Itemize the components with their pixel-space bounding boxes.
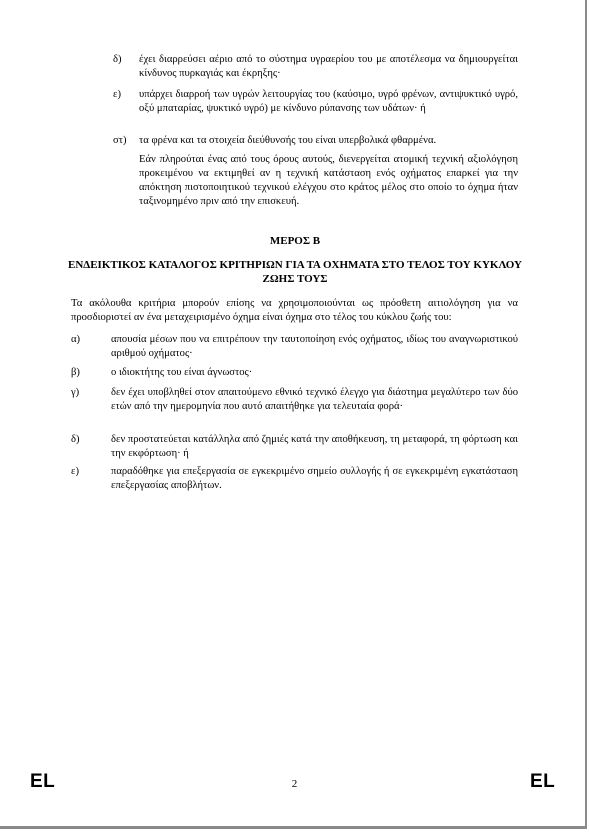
- footer-language-code-left: EL: [30, 771, 56, 792]
- list-item: [113, 134, 518, 148]
- item-label: β): [71, 367, 80, 378]
- list-item: [113, 88, 518, 130]
- item-label: γ): [71, 387, 80, 398]
- list-item: [71, 386, 518, 428]
- item-text: δεν προστατεύεται κατάλληλα από ζημιές κατά την αποθήκευση, τη μεταφορά, τη φόρτωση και την εκφόρτωση· ή: [111, 434, 518, 459]
- item-text: υπάρχει διαρροή των υγρών λειτουργίας του (καύσιμο, υγρό φρένων, αντιψυκτικό υγρό, οξύ μπαταρίας, ψυκτικό υγρό) με κίνδυνο ρύπανσης των υδάτων· ή: [139, 89, 518, 114]
- intro-paragraph: Εάν πληρούται ένας από τους όρους αυτούς, διενεργείται ατομική τεχνική αξιολόγηση προκειμένου να εκτιμηθεί αν η τεχνική κατάσταση ενός οχήματος επαρκεί για την απόκτηση πιστοποιητικού τεχνικού ελέγχου στο κράτος μέλος στο οποίο το όχημα ήταν ταξινομημένο πριν από την επισκευή.: [139, 154, 518, 207]
- part-title: ΜΕΡΟΣ Β: [269, 235, 321, 247]
- item-text: έχει διαρρεύσει αέριο από το σύστημα υγραερίου του με αποτέλεσμα να δημιουργείται κίνδυνος πυρκαγιάς και έκρηξης·: [139, 54, 518, 79]
- item-label: στ): [113, 135, 127, 146]
- list-item: [71, 433, 518, 461]
- section-title: ΕΝΔΕΙΚΤΙΚΟΣ ΚΑΤΑΛΟΓΟΣ ΚΡΙΤΗΡΙΩΝ ΓΙΑ ΤΑ ΟΧΗΜΑΤΑ ΣΤΟ ΤΕΛΟΣ ΤΟΥ ΚΥΚΛΟΥ ΖΩΗΣ ΤΟΥΣ: [68, 259, 522, 285]
- item-label: ε): [71, 466, 79, 477]
- item-text: τα φρένα και τα στοιχεία διεύθυνσής του είναι υπερβολικά φθαρμένα.: [139, 135, 437, 146]
- item-text: παραδόθηκε για επεξεργασία σε εγκεκριμένο σημείο συλλογής ή σε εγκεκριμένη εγκατάσταση επεξεργασίας αποβλήτων.: [111, 466, 518, 491]
- item-label: α): [71, 334, 81, 345]
- item-text: ο ιδιοκτήτης του είναι άγνωστος·: [111, 367, 253, 378]
- item-text: δεν έχει υποβληθεί στον απαιτούμενο εθνικό τεχνικό έλεγχο για διάστημα μεγαλύτερο των δύο ετών από την ημερομηνία που αυτό απαιτήθηκε για τελευταία φορά·: [111, 387, 518, 412]
- item-label: ε): [113, 89, 121, 100]
- list-item: [113, 53, 518, 81]
- list-item: [71, 366, 518, 380]
- criteria-intro: Τα ακόλουθα κριτήρια μπορούν επίσης να χρησιμοποιούνται ως πρόσθετη αιτιολόγηση για να προσδιοριστεί αν ένα μεταχειρισμένο όχημα είναι όχημα στο τέλος του κύκλου ζωής του:: [71, 298, 518, 323]
- item-label: δ): [113, 54, 122, 65]
- item-label: δ): [71, 434, 80, 445]
- item-text: απουσία μέσων που να επιτρέπουν την ταυτοποίηση ενός οχήματος, ιδίως του αναγνωριστικού αριθμού οχήματος·: [111, 334, 518, 359]
- list-item: [71, 465, 518, 493]
- page-number: 2: [291, 778, 298, 790]
- list-item: [71, 333, 518, 361]
- footer-language-code-right: EL: [530, 771, 556, 792]
